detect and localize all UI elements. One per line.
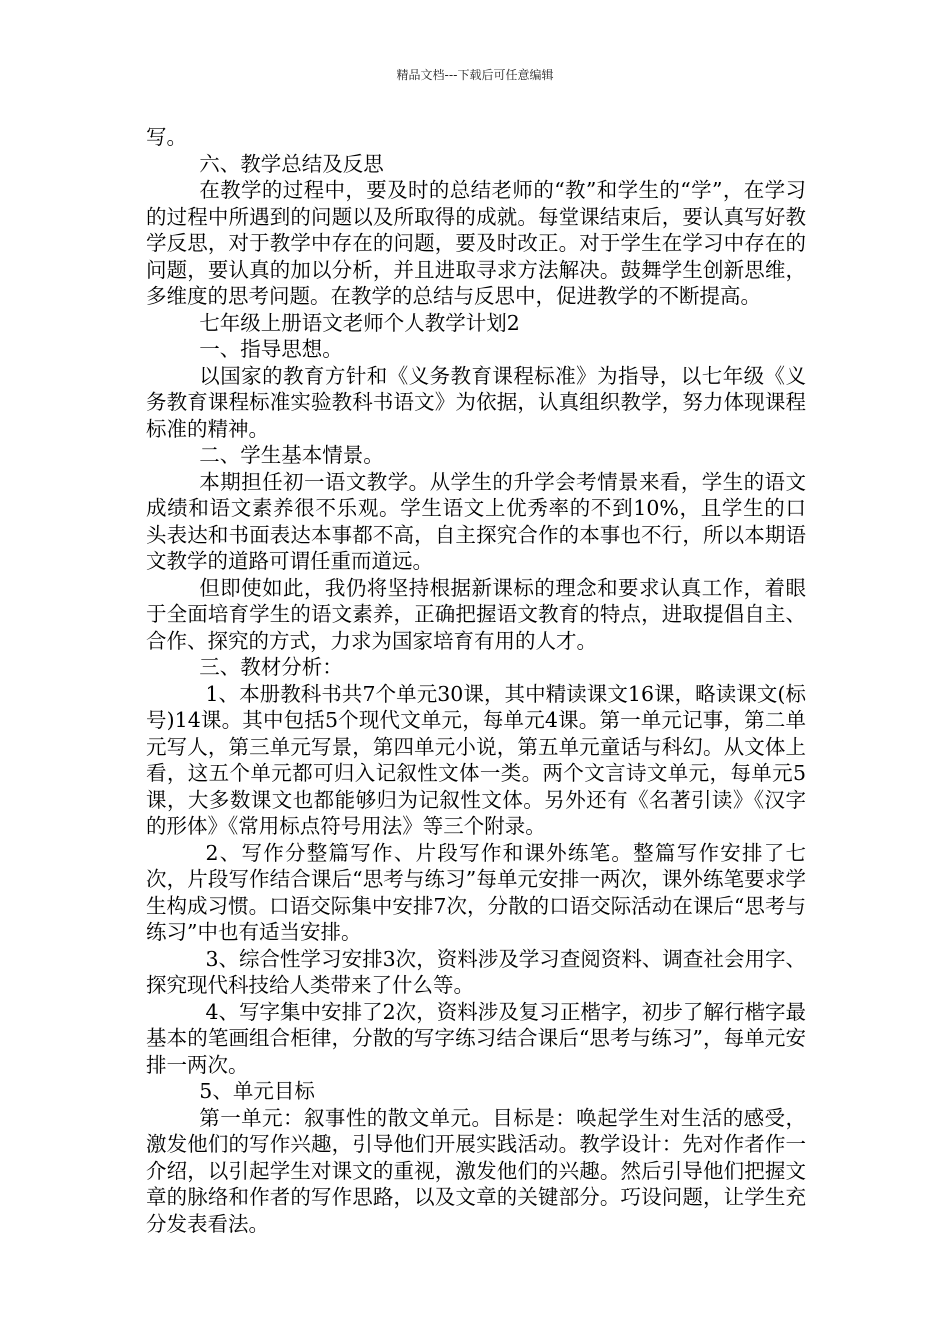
paragraph: 写。	[146, 125, 187, 149]
list-item: 5、单元目标	[199, 1079, 315, 1103]
paragraph: 但即使如此，我仍将坚持根据新课标的理念和要求认真工作，着眼于全面培育学生的语文素养，正确把握语文教育的特点，进取提倡自主、合作、探究的方式，力求为国家培育有用的人才。	[146, 575, 806, 653]
section-heading-materials: 三、教材分析：	[199, 655, 343, 679]
paragraph: 本期担任初一语文教学。从学生的升学会考情景来看，学生的语文成绩和语文素养很不乐观。学生语文上优秀率的不到10%，且学生的口头表达和书面表达本事都不高，自主探究合作的本事也不行，所以本期语文教学的道路可谓任重而道远。	[146, 469, 806, 573]
document-body	[146, 124, 806, 1237]
section-heading-students: 二、学生基本情景。	[199, 443, 384, 467]
section-heading-guidance: 一、指导思想。	[199, 337, 343, 361]
paragraph: 在教学的过程中，要及时的总结老师的“教”和学生的“学”，在学习的过程中所遇到的问题以及所取得的成就。每堂课结束后，要认真写好教学反思，对于教学中存在的问题，要及时改正。对于学生在学习中存在的问题，要认真的加以分析，并且进取寻求方法解决。鼓舞学生创新思维，多维度的思考问题。在教学的总结与反思中，促进教学的不断提高。	[146, 178, 806, 308]
paragraph: 以国家的教育方针和《义务教育课程标准》为指导，以七年级《义务教育课程标准实验教科书语文》为依据，认真组织教学，努力体现课程标准的精神。	[146, 363, 806, 441]
list-item: 1、本册教科书共7个单元30课，其中精读课文16课，略读课文(标号)14课。其中包括5个现代文单元，每单元4课。第一单元记事，第二单元写人，第三单元写景，第四单元小说，第五单元童话与科幻。从文体上看，这五个单元都可归入记叙性文体一类。两个文言诗文单元，每单元5课，大多数课文也都能够归为记叙性文体。另外还有《名著引读》《汉字的形体》《常用标点符号用法》等三个附录。	[146, 681, 806, 838]
list-item: 2、写作分整篇写作、片段写作和课外练笔。整篇写作安排了七次，片段写作结合课后“思考与练习”每单元安排一两次，课外练笔要求学生构成习惯。口语交际集中安排7次，分散的口语交际活动在课后“思考与练习”中也有适当安排。	[146, 840, 806, 944]
list-item: 3、综合性学习安排3次，资料涉及学习查阅资料、调查社会用字、探究现代科技给人类带来了什么等。	[146, 946, 806, 997]
page-header: 精品文档---下载后可任意编辑	[396, 68, 554, 82]
plan-title: 七年级上册语文老师个人教学计划2	[199, 310, 520, 335]
section-heading-summary: 六、教学总结及反思	[199, 151, 384, 176]
list-item: 4、写字集中安排了2次，资料涉及复习正楷字，初步了解行楷字最基本的笔画组合柜律，分散的写字练习结合课后“思考与练习”，每单元安排一两次。	[146, 999, 806, 1077]
paragraph: 第一单元：叙事性的散文单元。目标是：唤起学生对生活的感受，激发他们的写作兴趣，引导他们开展实践活动。教学设计：先对作者作一介绍，以引起学生对课文的重视，激发他们的兴趣。然后引导他们把握文章的脉络和作者的写作思路，以及文章的关键部分。巧设问题，让学生充分发表看法。	[146, 1105, 806, 1236]
